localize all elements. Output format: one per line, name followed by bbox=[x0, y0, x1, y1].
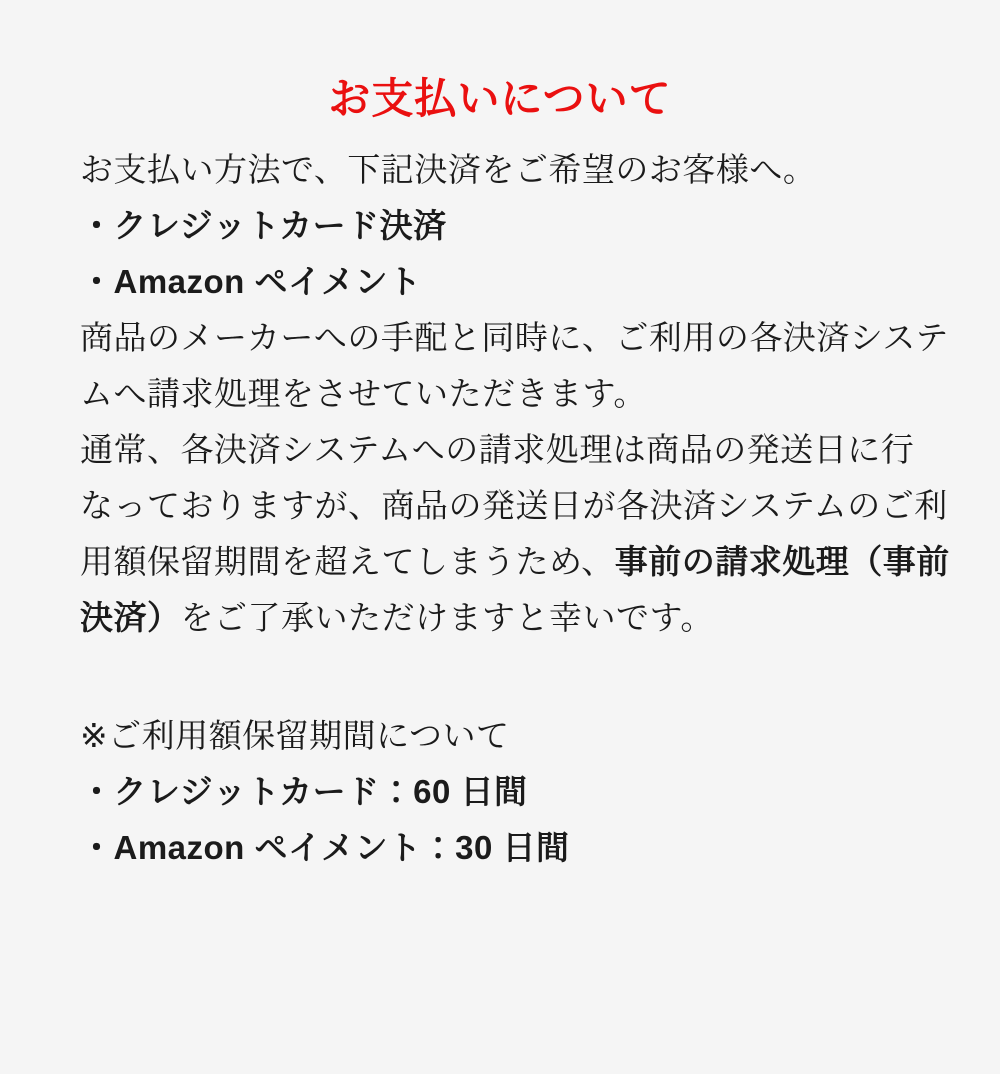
text-segment: をご了承いただけますと幸いです。 bbox=[180, 599, 714, 636]
text-segment: お支払い方法で、下記決済をご希望のお客様へ。 bbox=[80, 151, 817, 188]
payment-method-item-amazon-pay bbox=[80, 254, 922, 310]
text-segment: ・クレジットカード決済 bbox=[80, 207, 447, 244]
notice-body bbox=[80, 142, 950, 876]
text-segment: 用額保留期間を超えてしまうため、 bbox=[80, 543, 615, 580]
text-segment: ・クレジットカード：60 日間 bbox=[80, 773, 528, 810]
page-title: お支払いについて bbox=[328, 75, 672, 122]
text-segment: ・Amazon ペイメント：30 日間 bbox=[80, 829, 570, 866]
text-segment: ※ご利用額保留期間について bbox=[80, 717, 510, 754]
paragraph-gap bbox=[80, 646, 922, 708]
text-segment: ムへ請求処理をさせていただきます。 bbox=[80, 375, 647, 412]
hold-period-item-credit-card bbox=[80, 764, 922, 820]
payment-notice-page bbox=[0, 74, 1000, 1074]
text-segment: 通常、各決済システムへの請求処理は商品の発送日に行 bbox=[80, 431, 915, 468]
text-segment-emphasis: 事前の請求処理（事前 bbox=[614, 543, 950, 580]
paragraph-line bbox=[80, 478, 948, 534]
text-segment-emphasis: 決済） bbox=[80, 599, 181, 636]
hold-period-note-heading bbox=[80, 708, 922, 764]
text-segment: なっておりますが、商品の発送日が各決済システムのご利 bbox=[80, 487, 948, 524]
text-segment: 商品のメーカーへの手配と同時に、ご利用の各決済システ bbox=[80, 319, 949, 356]
hold-period-item-amazon-pay bbox=[80, 820, 922, 876]
intro-line bbox=[80, 142, 922, 198]
paragraph-line bbox=[80, 310, 949, 366]
paragraph-line bbox=[80, 534, 950, 590]
paragraph-line bbox=[80, 366, 922, 422]
paragraph-line bbox=[80, 422, 922, 478]
payment-method-item-credit-card bbox=[80, 198, 922, 254]
paragraph-line bbox=[80, 590, 922, 646]
text-segment: ・Amazon ペイメント bbox=[80, 263, 422, 300]
